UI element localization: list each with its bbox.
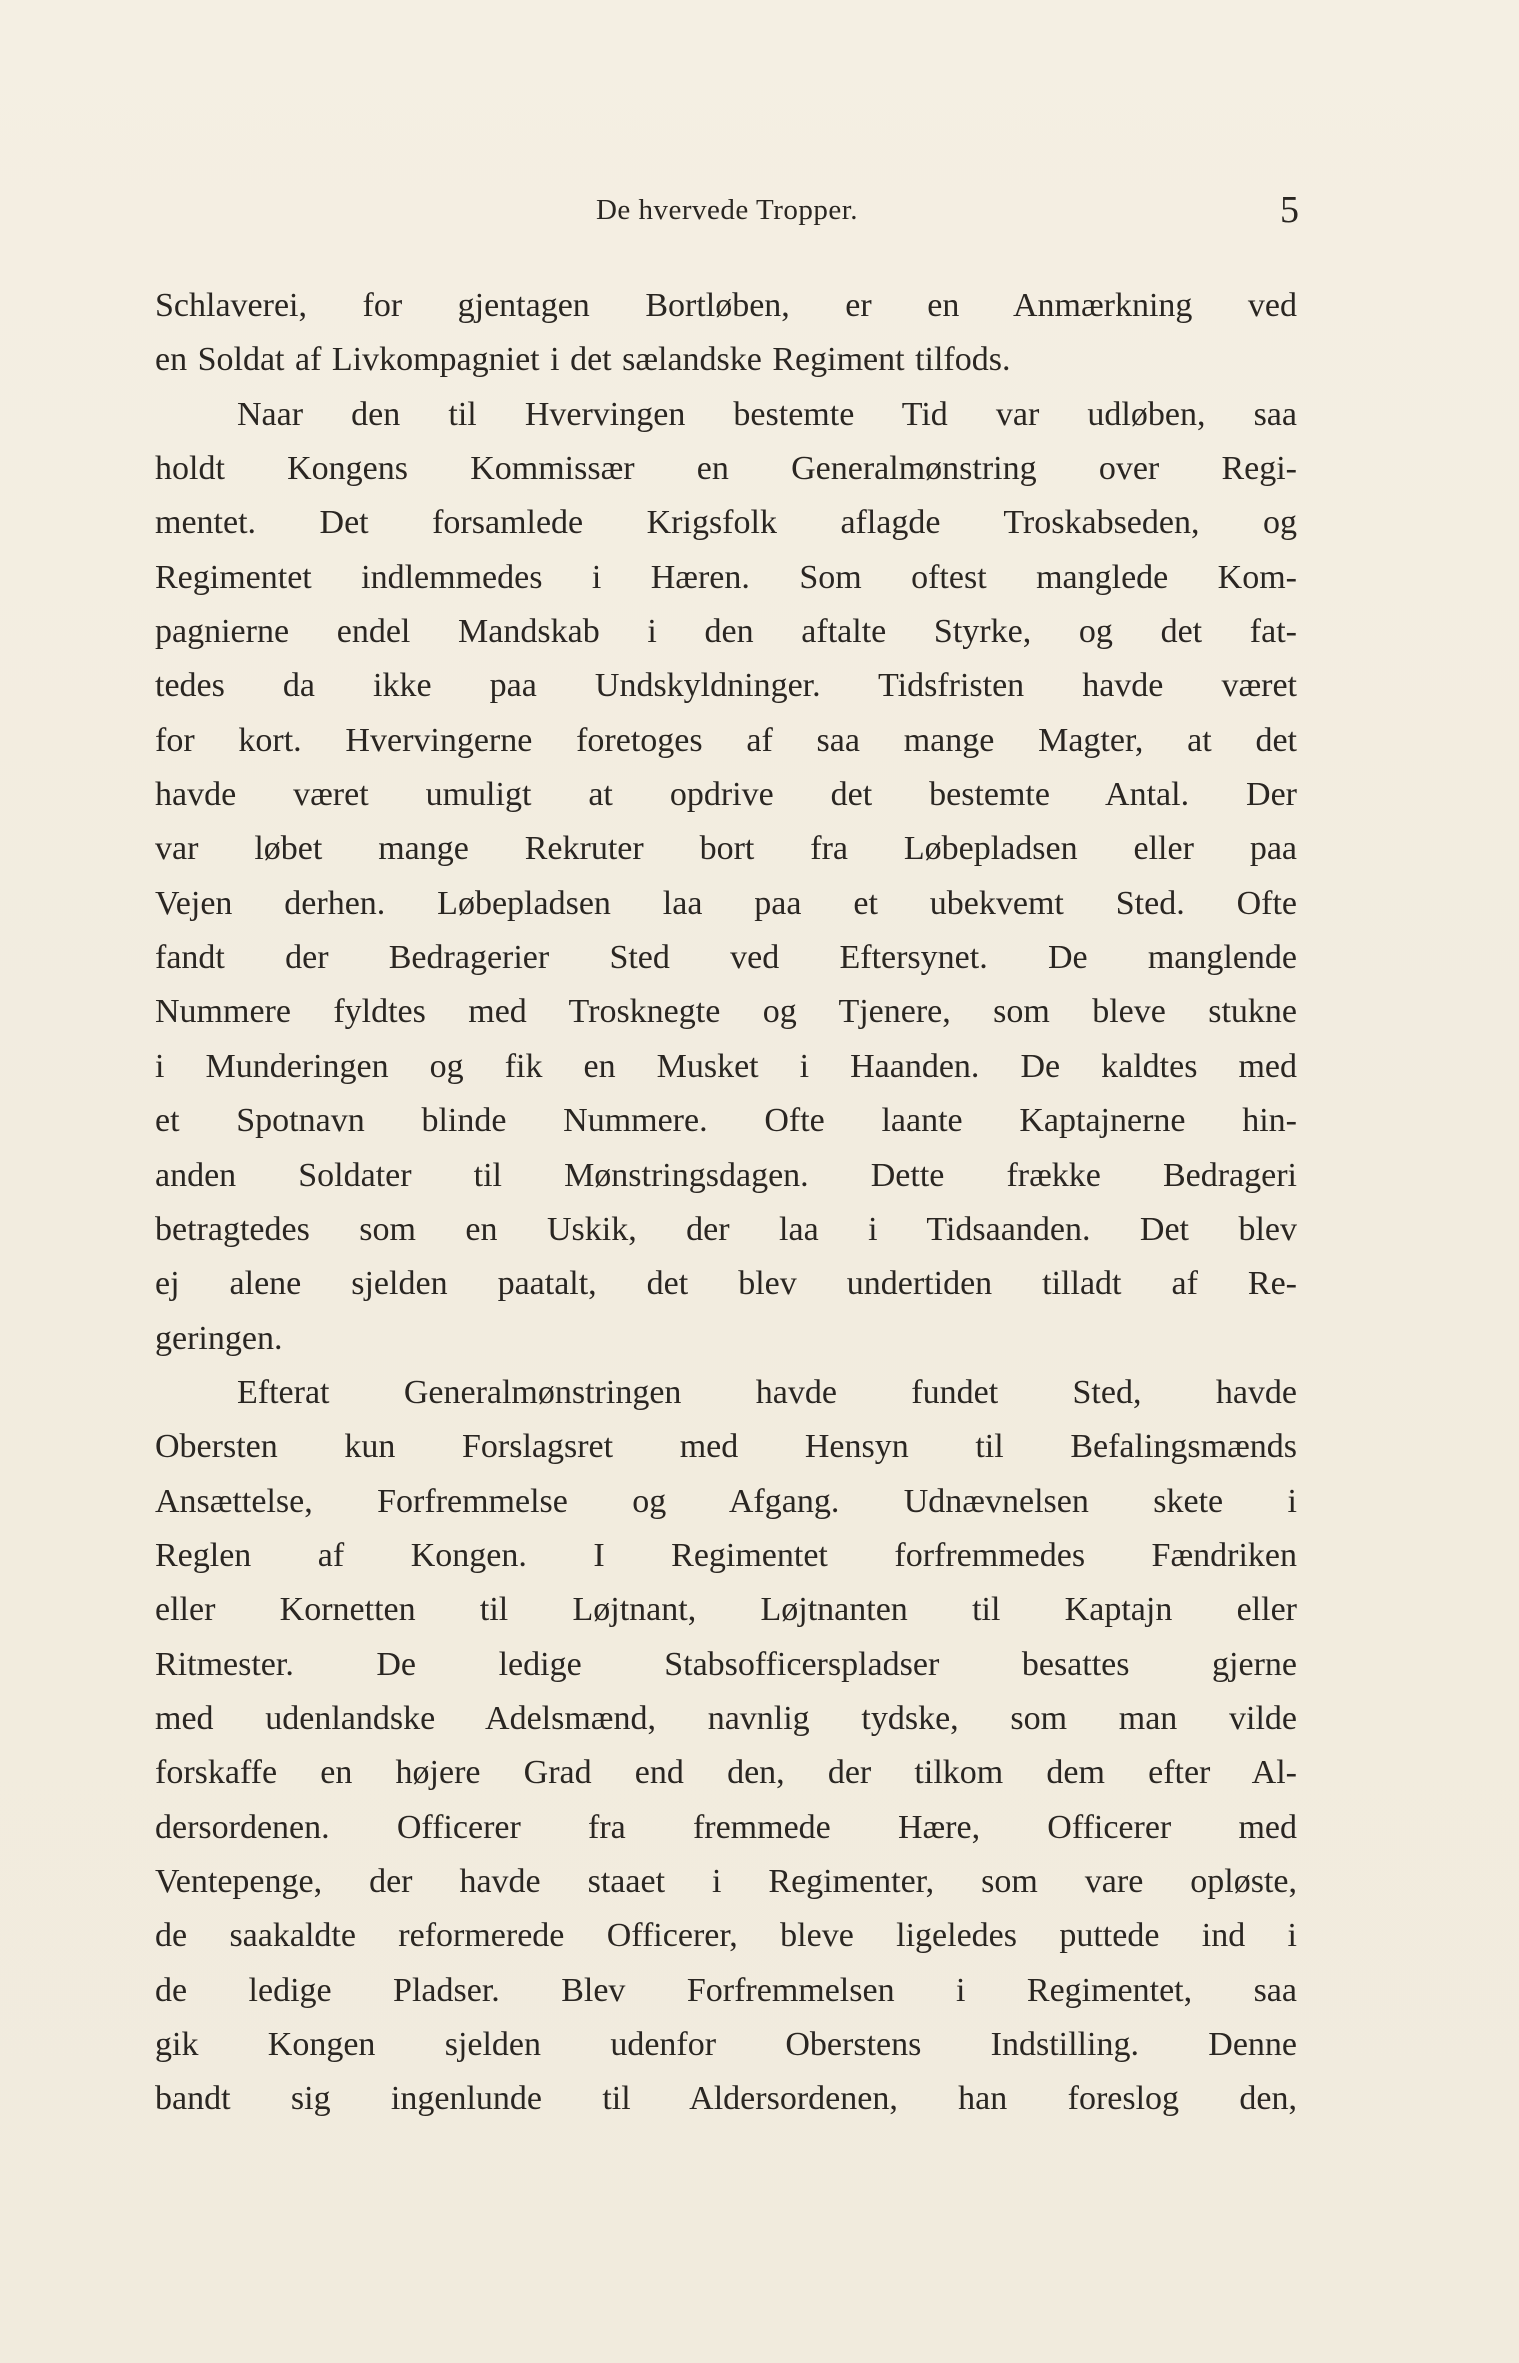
text-line: eller Kornetten til Løjtnant, Løjtnanten til Kaptajn eller — [155, 1591, 1297, 1629]
text-line: fandt der Bedragerier Sted ved Eftersynet. De manglende — [155, 939, 1297, 977]
text-line: Ritmester. De ledige Stabsofficerspladser besattes gjerne — [155, 1645, 1297, 1683]
text-line: havde været umuligt at opdrive det bestemte Antal. Der — [155, 776, 1297, 814]
text-line: de saakaldte reformerede Officerer, bleve ligeledes puttede ind i — [155, 1917, 1297, 1955]
text-line: Regimentet indlemmedes i Hæren. Som oftest manglede Kom- — [155, 558, 1297, 596]
text-line: for kort. Hvervingerne foretoges af saa mange Magter, at det — [155, 721, 1297, 759]
text-line: Nummere fyldtes med Trosknegte og Tjenere, som bleve stukne — [155, 993, 1297, 1031]
text-line: mentet. Det forsamlede Krigsfolk aflagde Troskabseden, og — [155, 504, 1297, 542]
text-line: pagnierne endel Mandskab i den aftalte Styrke, og det fat- — [155, 613, 1297, 651]
text-line: holdt Kongens Kommissær en Generalmønstring over Regi- — [155, 450, 1297, 488]
text-line: de ledige Pladser. Blev Forfremmelsen i Regimentet, saa — [155, 1971, 1297, 2009]
text-line: en Soldat af Livkompagniet i det sælandske Regiment tilfods. — [155, 341, 1011, 379]
text-line: geringen. — [155, 1319, 283, 1357]
text-line: Efterat Generalmønstringen havde fundet Sted, havde — [237, 1373, 1297, 1411]
running-head — [155, 188, 1299, 238]
text-line: Ventepenge, der havde staaet i Regimenter, som vare opløste, — [155, 1862, 1297, 1900]
text-line: forskaffe en højere Grad end den, der tilkom dem efter Al- — [155, 1754, 1297, 1792]
text-line: et Spotnavn blinde Nummere. Ofte laante Kaptajnerne hin- — [155, 1102, 1297, 1140]
text-line: med udenlandske Adelsmænd, navnlig tydske, som man vilde — [155, 1699, 1297, 1737]
text-line: Obersten kun Forslagsret med Hensyn til Befalingsmænds — [155, 1428, 1297, 1466]
text-line: var løbet mange Rekruter bort fra Løbepladsen eller paa — [155, 830, 1297, 868]
text-line: anden Soldater til Mønstringsdagen. Dette frække Bedrageri — [155, 1156, 1297, 1194]
body-text — [155, 279, 1297, 2127]
text-line: gik Kongen sjelden udenfor Oberstens Indstilling. Denne — [155, 2026, 1297, 2063]
text-line: Ansættelse, Forfremmelse og Afgang. Udnævnelsen skete i — [155, 1482, 1297, 1520]
text-line: Naar den til Hvervingen bestemte Tid var udløben, saa — [237, 395, 1297, 433]
text-line: tedes da ikke paa Undskyldninger. Tidsfristen havde været — [155, 667, 1297, 705]
text-line: Vejen derhen. Løbepladsen laa paa et ubekvemt Sted. Ofte — [155, 884, 1297, 922]
text-line: betragtedes som en Uskik, der laa i Tidsaanden. Det blev — [155, 1210, 1297, 1248]
text-line: Reglen af Kongen. I Regimentet forfremmedes Fændriken — [155, 1536, 1297, 1574]
text-line: dersordenen. Officerer fra fremmede Hære, Officerer med — [155, 1808, 1297, 1846]
text-line: Schlaverei, for gjentagen Bortløben, er en Anmærkning ved — [155, 287, 1297, 324]
running-title: De hvervede Tropper. — [595, 194, 859, 226]
page-number: 5 — [1280, 189, 1299, 231]
text-line: ej alene sjelden paatalt, det blev undertiden tilladt af Re- — [155, 1265, 1297, 1303]
text-line: bandt sig ingenlunde til Aldersordenen, han foreslog den, — [155, 2080, 1297, 2118]
text-line: i Munderingen og fik en Musket i Haanden. De kaldtes med — [155, 1047, 1297, 1085]
